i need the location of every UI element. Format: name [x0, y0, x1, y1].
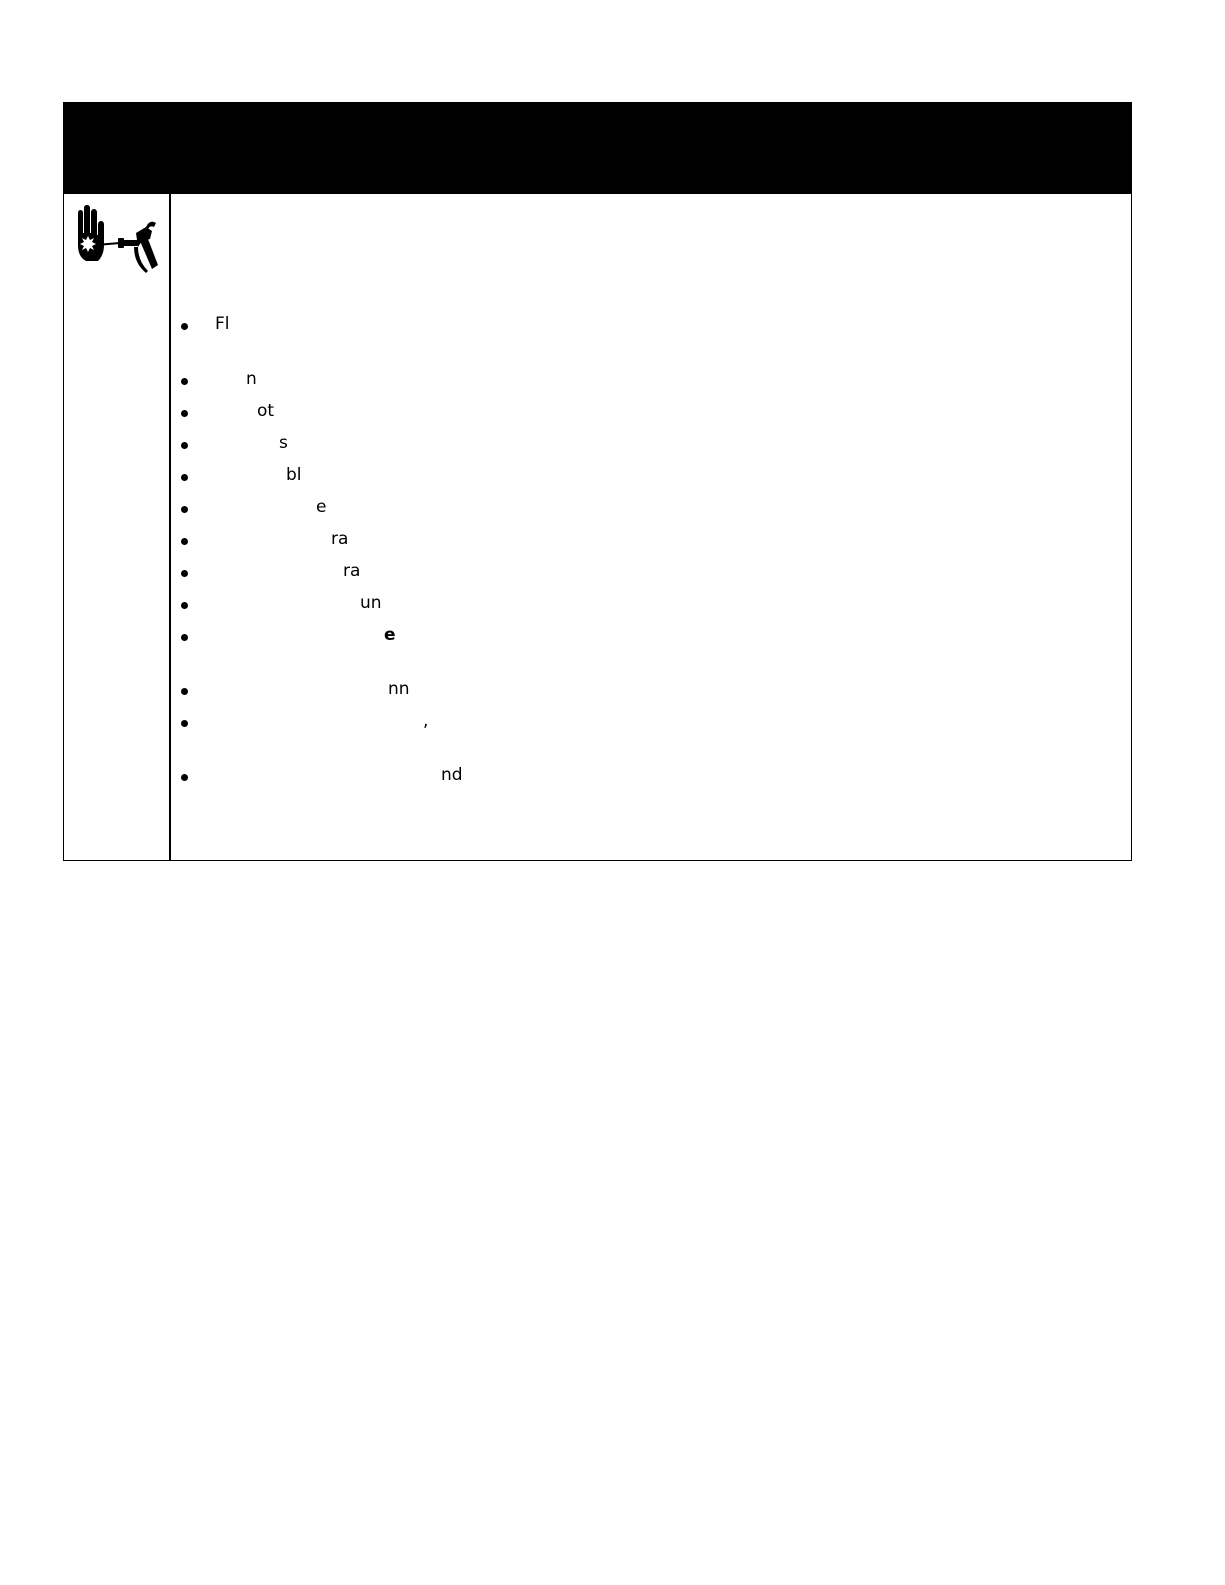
- warning-item-9: un: [360, 593, 382, 613]
- bullet-icon: [181, 506, 189, 514]
- warning-item-5: bl: [286, 465, 302, 485]
- bullet-icon: [181, 720, 189, 728]
- warning-item-11: nn: [388, 679, 410, 699]
- warning-body: [171, 194, 1131, 860]
- warning-icon-column: [64, 194, 171, 860]
- warning-item-12: ,: [423, 711, 429, 731]
- bullet-icon: [181, 688, 189, 696]
- warning-item-6: e: [316, 497, 327, 517]
- bullet-icon: [181, 570, 189, 578]
- warning-item-1: Fl: [215, 314, 230, 334]
- bullet-icon: [181, 474, 189, 482]
- warning-item-13: nd: [441, 765, 463, 785]
- bullet-icon: [181, 634, 189, 642]
- warning-item-4: s: [279, 433, 288, 453]
- warning-item-2: n: [246, 369, 257, 389]
- bullet-icon: [181, 774, 189, 782]
- bullet-icon: [181, 410, 189, 418]
- warning-item-7: ra: [331, 529, 349, 549]
- warning-item-3: ot: [257, 401, 275, 421]
- bullet-icon: [181, 538, 189, 546]
- warning-item-10: e: [384, 625, 396, 645]
- bullet-icon: [181, 323, 189, 331]
- warning-header-bar: [64, 103, 1131, 194]
- bullet-icon: [181, 442, 189, 450]
- bullet-icon: [181, 378, 189, 386]
- bullet-icon: [181, 602, 189, 610]
- skin-injection-hazard-icon: [74, 205, 164, 277]
- warning-table: [63, 102, 1132, 861]
- warning-item-8: ra: [343, 561, 361, 581]
